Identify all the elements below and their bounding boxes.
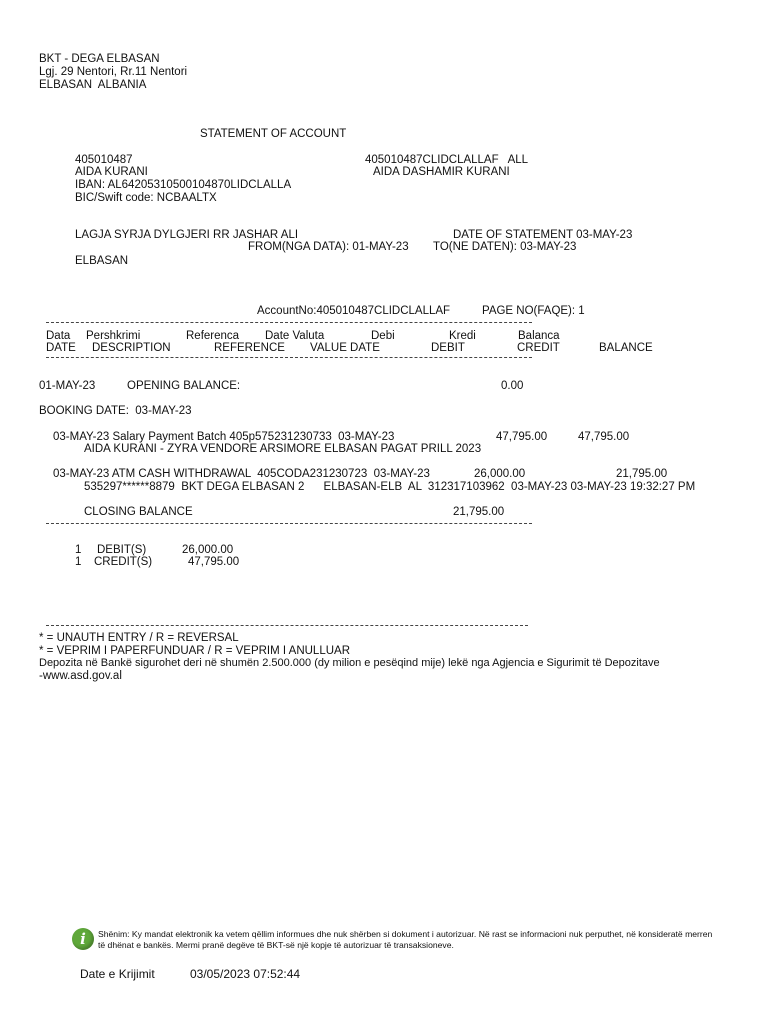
summary-debit-amount: 26,000.00 xyxy=(182,544,234,556)
transaction-debit: 26,000.00 xyxy=(474,468,526,480)
col-header-en-credit: CREDIT xyxy=(517,342,560,354)
col-header-en-date: DATE xyxy=(46,342,76,354)
col-header-sq-balance: Balanca xyxy=(518,330,560,342)
account-number: 405010487 xyxy=(75,154,133,166)
divider xyxy=(46,357,532,358)
legend-line: * = UNAUTH ENTRY / R = REVERSAL xyxy=(39,632,239,644)
summary-credit-label: CREDIT(S) xyxy=(94,556,153,568)
closing-amount: 21,795.00 xyxy=(453,506,505,518)
summary-credit-count: 1 xyxy=(75,556,82,568)
bank-street: Lgj. 29 Nentori, Rr.11 Nentori xyxy=(39,66,188,78)
divider xyxy=(46,625,528,626)
account-iban: IBAN: AL64205310500104870LIDCLALLA xyxy=(75,179,292,191)
legend-line: * = VEPRIM I PAPERFUNDUAR / R = VEPRIM I ANULLUAR xyxy=(39,645,350,657)
deposit-insurance-text: Depozita në Bankë sigurohet deri në shumën 2.500.000 (dy milion e pesëqind mije) lekë nga Agjencia e Sigurimit të Depozitave xyxy=(39,657,660,669)
summary-debit-label: DEBIT(S) xyxy=(97,544,147,556)
opening-date: 01-MAY-23 xyxy=(39,380,96,392)
opening-amount: 0.00 xyxy=(501,380,524,392)
transaction-balance: 21,795.00 xyxy=(616,468,668,480)
col-header-en-value-date: VALUE DATE xyxy=(310,342,380,354)
creation-date-value: 03/05/2023 07:52:44 xyxy=(190,967,301,981)
account-right-id: 405010487CLIDCLALLAF ALL xyxy=(365,154,529,166)
col-header-sq-reference: Referenca xyxy=(186,330,240,342)
account-no: AccountNo:405010487CLIDCLALLAF xyxy=(257,305,451,317)
divider xyxy=(46,523,532,524)
disclaimer-note: Shënim: Ky mandat elektronik ka vetem qëllim informues dhe nuk shërben si dokument i autorizuar. Në rast se informacioni nuk perputhet, në konsideratë merren të dhënat e bankës. Mermi pranë degëve të BKT-së një kopje të autorizuar të transaksioneve. xyxy=(98,929,713,950)
account-city: ELBASAN xyxy=(75,255,129,267)
account-holder: AIDA KURANI xyxy=(75,166,148,178)
col-header-en-reference: REFERENCE xyxy=(214,342,285,354)
col-header-sq-date: Data xyxy=(46,330,71,342)
bank-name: BKT - DEGA ELBASAN xyxy=(39,53,160,65)
summary-debit-count: 1 xyxy=(75,544,82,556)
date-of-statement: DATE OF STATEMENT 03-MAY-23 xyxy=(453,229,633,241)
deposit-insurance-link: -www.asd.gov.al xyxy=(39,670,122,682)
creation-date-label: Date e Krijimit xyxy=(80,967,155,981)
col-header-sq-debit: Debi xyxy=(371,330,395,342)
closing-label: CLOSING BALANCE xyxy=(84,506,193,518)
account-bic: BIC/Swift code: NCBAALTX xyxy=(75,192,217,204)
transaction-balance: 47,795.00 xyxy=(578,431,630,443)
col-header-en-description: DESCRIPTION xyxy=(92,342,171,354)
period-from: FROM(NGA DATA): 01-MAY-23 xyxy=(248,241,409,253)
booking-date: BOOKING DATE: 03-MAY-23 xyxy=(39,405,192,417)
summary-credit-amount: 47,795.00 xyxy=(188,556,240,568)
col-header-en-balance: BALANCE xyxy=(599,342,653,354)
transaction-line: 03-MAY-23 Salary Payment Batch 405p575231230733 03-MAY-23 xyxy=(53,431,395,443)
transaction-credit: 47,795.00 xyxy=(496,431,548,443)
transaction-details: AIDA KURANI - ZYRA VENDORE ARSIMORE ELBASAN PAGAT PRILL 2023 xyxy=(84,443,482,455)
period-to: TO(NE DATEN): 03-MAY-23 xyxy=(433,241,577,253)
account-right-name: AIDA DASHAMIR KURANI xyxy=(373,166,510,178)
divider xyxy=(46,322,532,323)
col-header-sq-value-date: Date Valuta xyxy=(265,330,325,342)
col-header-sq-credit: Kredi xyxy=(449,330,476,342)
col-header-en-debit: DEBIT xyxy=(431,342,465,354)
transaction-line: 03-MAY-23 ATM CASH WITHDRAWAL 405CODA231230723 03-MAY-23 xyxy=(53,468,430,480)
info-icon: i xyxy=(72,928,94,950)
page-no: PAGE NO(FAQE): 1 xyxy=(482,305,585,317)
account-address: LAGJA SYRJA DYLGJERI RR JASHAR ALI xyxy=(75,229,299,241)
bank-city: ELBASAN ALBANIA xyxy=(39,79,147,91)
opening-label: OPENING BALANCE: xyxy=(127,380,241,392)
col-header-sq-description: Pershkrimi xyxy=(86,330,141,342)
transaction-details: 535297******8879 BKT DEGA ELBASAN 2 ELBASAN-ELB AL 312317103962 03-MAY-23 03-MAY-23 19:32:27 PM xyxy=(84,481,696,493)
statement-title: STATEMENT OF ACCOUNT xyxy=(200,128,347,140)
